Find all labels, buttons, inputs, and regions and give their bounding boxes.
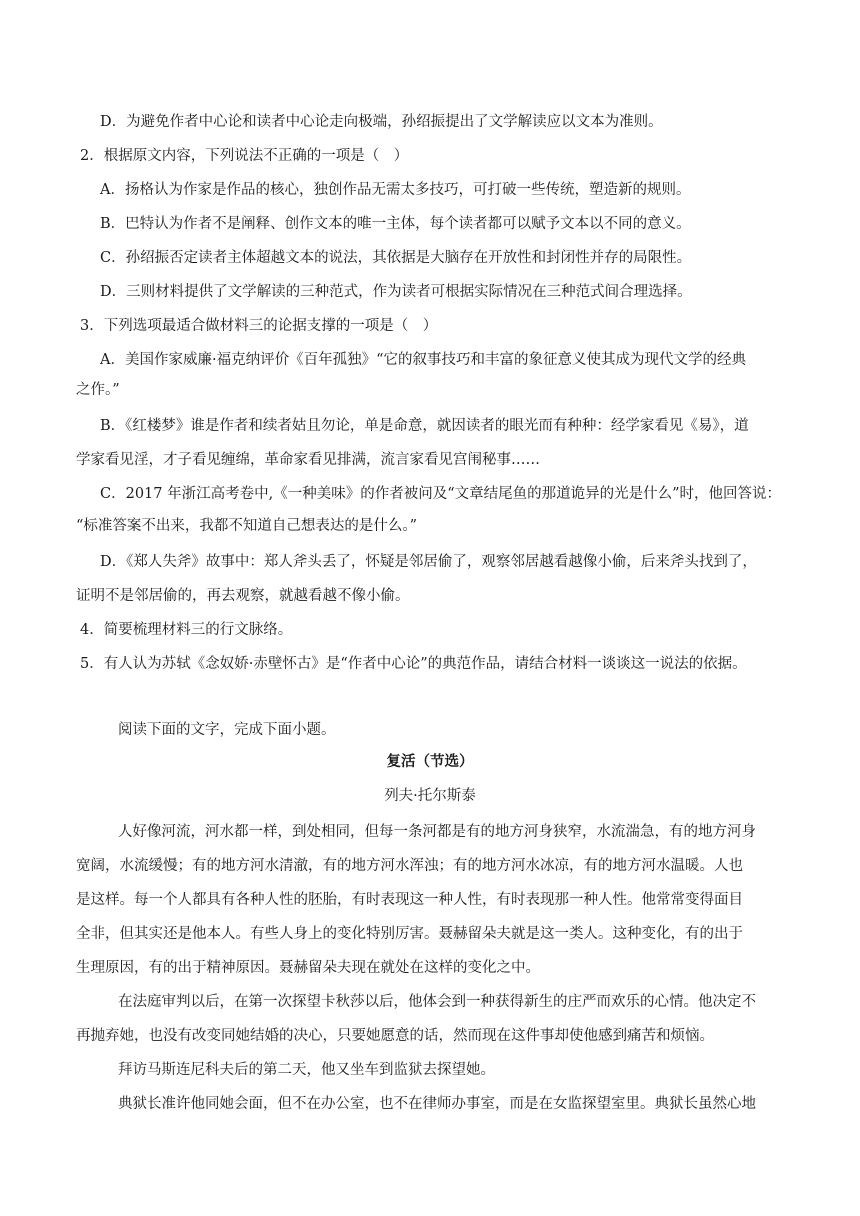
paragraph-2-line: 在法庭审判以后，在第一次探望卡秋莎以后，他体会到一种获得新生的庄严而欢乐的心情。他决定不 xyxy=(118,994,756,1010)
q2-stem: 2．根据原文内容，下列说法不正确的一项是（ ） xyxy=(80,148,409,164)
paragraph-1-line: 生理原因，有的出于精神原因。聂赫留朵夫现在就处在这样的变化之中。 xyxy=(76,960,540,976)
q5-stem: 5．有人认为苏轼《念奴娇·赤壁怀古》是“作者中心论”的典范作品，请结合材料一谈谈这一说法的依据。 xyxy=(80,656,747,672)
paragraph-2-line: 再抛弃她，也没有改变同她结婚的决心，只要她愿意的话，然而现在这件事却使他感到痛苦和烦恼。 xyxy=(76,1028,714,1044)
q3-option-d-line1: D．《郑人失斧》故事中：郑人斧头丢了，怀疑是邻居偷了，观察邻居越看越像小偷，后来斧头找到了， xyxy=(100,554,757,570)
q3-stem: 3．下列选项最适合做材料三的论据支撑的一项是（ ） xyxy=(80,318,438,334)
passage-author: 列夫·托尔斯泰 xyxy=(384,788,476,804)
q3-option-c-line1: C．2017 年浙江高考卷中,《一种美味》的作者被问及“文章结尾鱼的那道诡异的光是什么”时，他回答说： xyxy=(100,486,782,502)
paragraph-4-line: 典狱长准许他同她会面，但不在办公室，也不在律师办事室，而是在女监探望室里。典狱长虽然心地 xyxy=(118,1096,756,1112)
q2-option-a: A．扬格认为作家是作品的核心，独创作品无需太多技巧，可打破一些传统，塑造新的规则。 xyxy=(100,182,691,198)
q3-option-b-line2: 学家看见淫，才子看见缠绵，革命家看见排满，流言家看见宫闱秘事…… xyxy=(76,452,540,468)
paragraph-1-line: 人好像河流，河水都一样，到处相同，但每一条河都是有的地方河身狭窄，水流湍急，有的地方河身 xyxy=(118,824,756,840)
q3-option-b-line1: B．《红楼梦》谁是作者和续者姑且勿论，单是命意，就因读者的眼光而有种种：经学家看见《易》，道 xyxy=(100,418,749,434)
paragraph-1-line: 宽阔，水流缓慢；有的地方河水清澈，有的地方河水浑浊；有的地方河水冰凉，有的地方河水温暖。人也 xyxy=(76,858,743,874)
passage-title: 复活（节选） xyxy=(386,753,474,770)
q2-option-d: D．三则材料提供了文学解读的三种范式，作为读者可根据实际情况在三种范式间合理选择。 xyxy=(100,284,692,300)
paragraph-1-line: 是这样。每一个人都具有各种人性的胚胎，有时表现这一种人性，有时表现那一种人性。他常常变得面目 xyxy=(76,892,743,908)
q4-stem: 4．简要梳理材料三的行文脉络。 xyxy=(80,622,293,638)
paragraph-3: 拜访马斯连尼科夫后的第二天，他又坐车到监狱去探望她。 xyxy=(118,1062,495,1078)
q2-option-c: C．孙绍振否定读者主体超越文本的说法，其依据是大脑存在开放性和封闭性并存的局限性。 xyxy=(100,250,692,266)
q3-option-a-line1: A．美国作家威廉·福克纳评价《百年孤独》“它的叙事技巧和丰富的象征意义使其成为现代文学的经典 xyxy=(100,352,746,368)
q3-option-c-line2: “标准答案不出来，我都不知道自己想表达的是什么。” xyxy=(76,518,418,534)
paragraph-1-line: 全非，但其实还是他本人。有些人身上的变化特别厉害。聂赫留朵夫就是这一类人。这种变化，有的出于 xyxy=(76,926,743,942)
q1-option-d: D．为避免作者中心论和读者中心论走向极端，孙绍振提出了文学解读应以文本为准则。 xyxy=(100,114,663,130)
q2-option-b: B．巴特认为作者不是阐释、创作文本的唯一主体，每个读者都可以赋予文本以不同的意义。 xyxy=(100,216,691,232)
q3-option-d-line2: 证明不是邻居偷的，再去观察，就越看越不像小偷。 xyxy=(76,588,410,604)
reading-intro: 阅读下面的文字，完成下面小题。 xyxy=(118,722,336,738)
q3-option-a-line2: 之作。” xyxy=(76,382,120,398)
